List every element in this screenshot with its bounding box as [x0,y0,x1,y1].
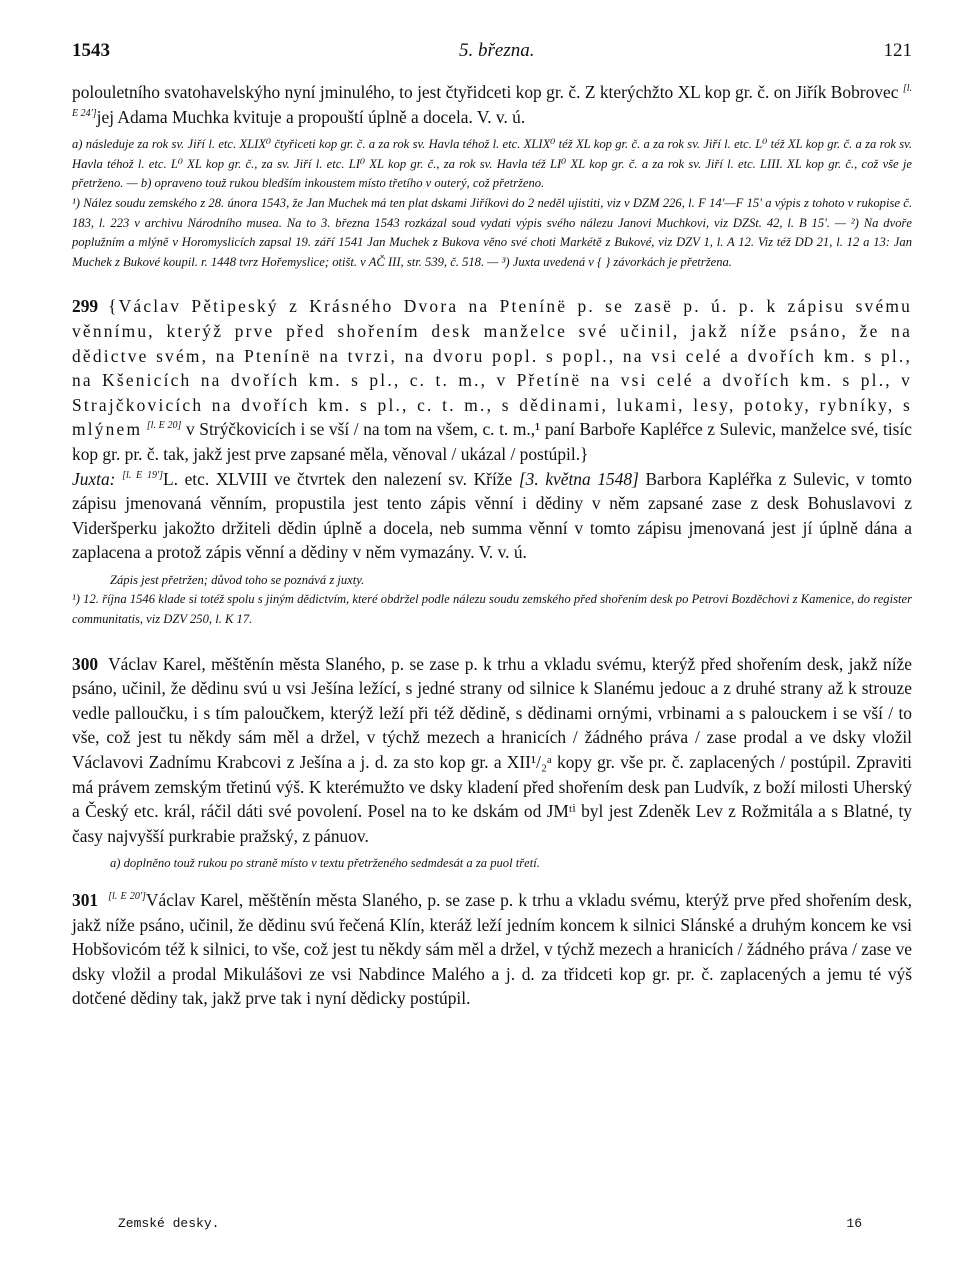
intro-folio-ref: [l. E 24'] [72,83,912,119]
entry-299-juxta [72,467,912,565]
entry-number-299: 299 [72,296,99,317]
intro-paragraph [72,80,912,129]
entry-299-text: {Václav Pětipeský z Krásného Dvora na Ptenínë p. se zasë p. ú. p. k zápisu svému věnnímu, kterýž prve před shořením desk manželce své učinil, jakž níže psáno, že na dědictve svém, na Ptenínë na tvrzi, na dvoru popl. s popl., na vsi celé a dvořích km. s pl., na Kšenicích na dvořích km. s pl., c. t. m., v Přetínë na vsi celé a dvořích km. s pl., v Strajčkovicích na dvořích km. s pl., c. t. m., s dědinami, lukami, lesy, potoky, rybníky, s mlýnem [72,296,912,440]
entry-300 [72,652,912,849]
intro-text: polouletního svatohavelskýho nyní jminulého, to jest čtyřidceti kop gr. č. Z kterýchžto XL kop gr. č. on Jiřík Bobrovec [72,82,899,102]
header-year: 1543 [72,40,110,61]
entry-299 [72,294,912,466]
entry-300-text: Václav Karel, měštěnín města Slaného, p. se zase p. k trhu a vkladu svému, kterýž před shořením desk, jakž níže psáno, učinil, že dědinu svú u vsi Ješína ležící, s jedné strany od silnice k Slanému jedouc a z druhé strany až k strouze vedle palloučku, i s tím paloučkem, kterýž leží při též dědině, s dědinami ornými, vrbinami a s palouckem i se vší / to vše, což jest tu někdy sám měl a držel, v týchž mezech a hranicích / žádného práva / zase prodal a ve dsky vložil Václavovi Zadnímu Krabcovi z Ješína a j. d. za sto kop gr. a XII¹/₂ᵃ kopy gr. vše pr. č. zaplacených / postúpil. Zpraviti má právem zemským třetinú výš. K kterémužto ve dsky kladení před shořením desk pan Ludvík, z boží milosti Uherský a Český etc. král, ráčil dáti své povolení. Posel na to ke dskám od JMᵗⁱ byl jest Zdeněk Lev z Rožmitála a s Blatné, ty časy najvyšší purkrabie pražský, z pánuov. [72,653,912,846]
header-date: 5. března. [459,40,535,61]
intro-note-a: a) následuje za rok sv. Jiří l. etc. XLIX⁰ čtyřiceti kop gr. č. a za rok sv. Havla téhož l. etc. XLIX⁰ též XL kop gr. č. a za rok sv. Jiří l. etc. L⁰ též XL kop gr. č. a za rok sv. Havla téhož l. etc. L⁰ XL kop gr. č., za sv. Jiří l. etc. LI⁰ XL kop gr. č., za rok sv. Havla též LI⁰ XL kop gr. č. a za rok sv. Jiří l. etc. LIII. XL kop gr. č., což vše je přetrženo. — b) opraveno touž rukou bledším inkoustem místo třetího v outerý, což přetrženo. [72,137,912,191]
juxta-folio-ref: [l. E 19'] [122,469,163,481]
juxta-date: [3. května 1548] [518,468,639,489]
entry-299-folio-ref: [l. E 20] [146,420,182,432]
entry-301-text: Václav Karel, měštěnín města Slaného, p. se zase p. k trhu a vkladu svému, kterýž prve před shořením desk, jakž níže psáno, učinil, že dědinu svú řečená Klín, kteráž leží jedním koncem k silnici Slánské a druhým koncem ke vsi Hobšovicóm též k silnici, to vše, což jest tu někdy sám měl a držel, v týchž mezech a hranicích / žádného práva / zase ve dsky vložil a prodal Mikulášovi ze vsi Nabdince Malého a j. d. za třidceti kop gr. pr. č. zaplacených a jemu té výš dotčené dědiny tak, jakž prve tak i nyní dědicky postúpil. [72,890,912,1009]
footer-signature: Zemské desky. [118,1216,220,1231]
entry-number-300: 300 [72,653,99,674]
entry-300-note-a: a) doplněno touž rukou po straně místo v textu přetrženého sedmdesát a za puol třetí. [110,856,540,871]
page-footer [118,1216,862,1231]
running-header [72,40,912,80]
intro-text-2: jej Adama Muchka kvituje a propouští úplně a docela. V. v. ú. [96,106,526,127]
entry-number-301: 301 [72,890,99,910]
juxta-label: Juxta: [72,468,116,489]
page [72,40,912,1011]
juxta-text: L. etc. XLVIII ve čtvrtek den nalezení sv. Kříže [162,468,513,489]
entry-301-folio-ref: [l. E 20'] [108,891,146,903]
intro-note-1: ¹) Nález soudu zemského z 28. února 1543, že Jan Muchek má ten plat dskami Jiříkovi do 2 neděl ujistiti, viz v DZM 226, l. F 14'—F 15' a výpis z tohoto v rukopise č. 183, l. 223 v archivu Národního musea. Na to 3. března 1543 rozkázal soud vydati výpis svého nálezu Janovi Muchkovi, viz DZSt. 42, l. B 15'. — ²) Na dvoře poplužním a mlýně v Horomyslicích zapsal 19. září 1541 Jan Muchek z Bukova věno své choti Markétě z Bukové, viz DZV 1, l. A 12. Viz též DD 21, l. 12 a 13: Jan Muchek z Bukové koupil. r. 1448 tvrz Hořemyslice; otišt. v AČ III, str. 539, č. 518. — ³) Juxta uvedená v { } závorkách je přetržena. [72,195,912,269]
entry-299-text-2: v Strýčkovicích i se vší / na tom na všem, c. t. m.,¹ paní Barboře Kapléřce z Sulevic, manželce své, tisíc kop gr. pr. č. tak, jakž jest prve zapsané měla, věnoval / ukázal / postúpil.} [72,419,912,464]
entry-301 [72,888,912,1011]
entry-299-note-1: ¹) 12. října 1546 klade si totéž spolu s jiným dědictvím, které obdržel podle nálezu soudu zemského před shořením desk po Petrovi Bozděchovi z Kamenice, do register communitatis, viz DZV 250, l. K 17. [72,592,912,627]
juxta-text-2: Barbora Kapléřka z Sulevic, v tomto zápisu jmenovaná věnním, propustila jest tento zápis věnní i dědiny v něm zapsané zase z desk Bohuslavovi z Videršperku jakožto držiteli dědin úplně a docela, neb summa věnní v tomto zápisu jmenovaná jest jí úplně dána a zaplacena a protož zápis věnní a dědiny v něm vymazány. V. v. ú. [72,468,912,563]
footer-sheet-number: 16 [846,1216,862,1231]
page-number: 121 [883,40,912,61]
entry-299-note-a: Zápis jest přetržen; důvod toho se poznává z juxty. [110,572,365,587]
